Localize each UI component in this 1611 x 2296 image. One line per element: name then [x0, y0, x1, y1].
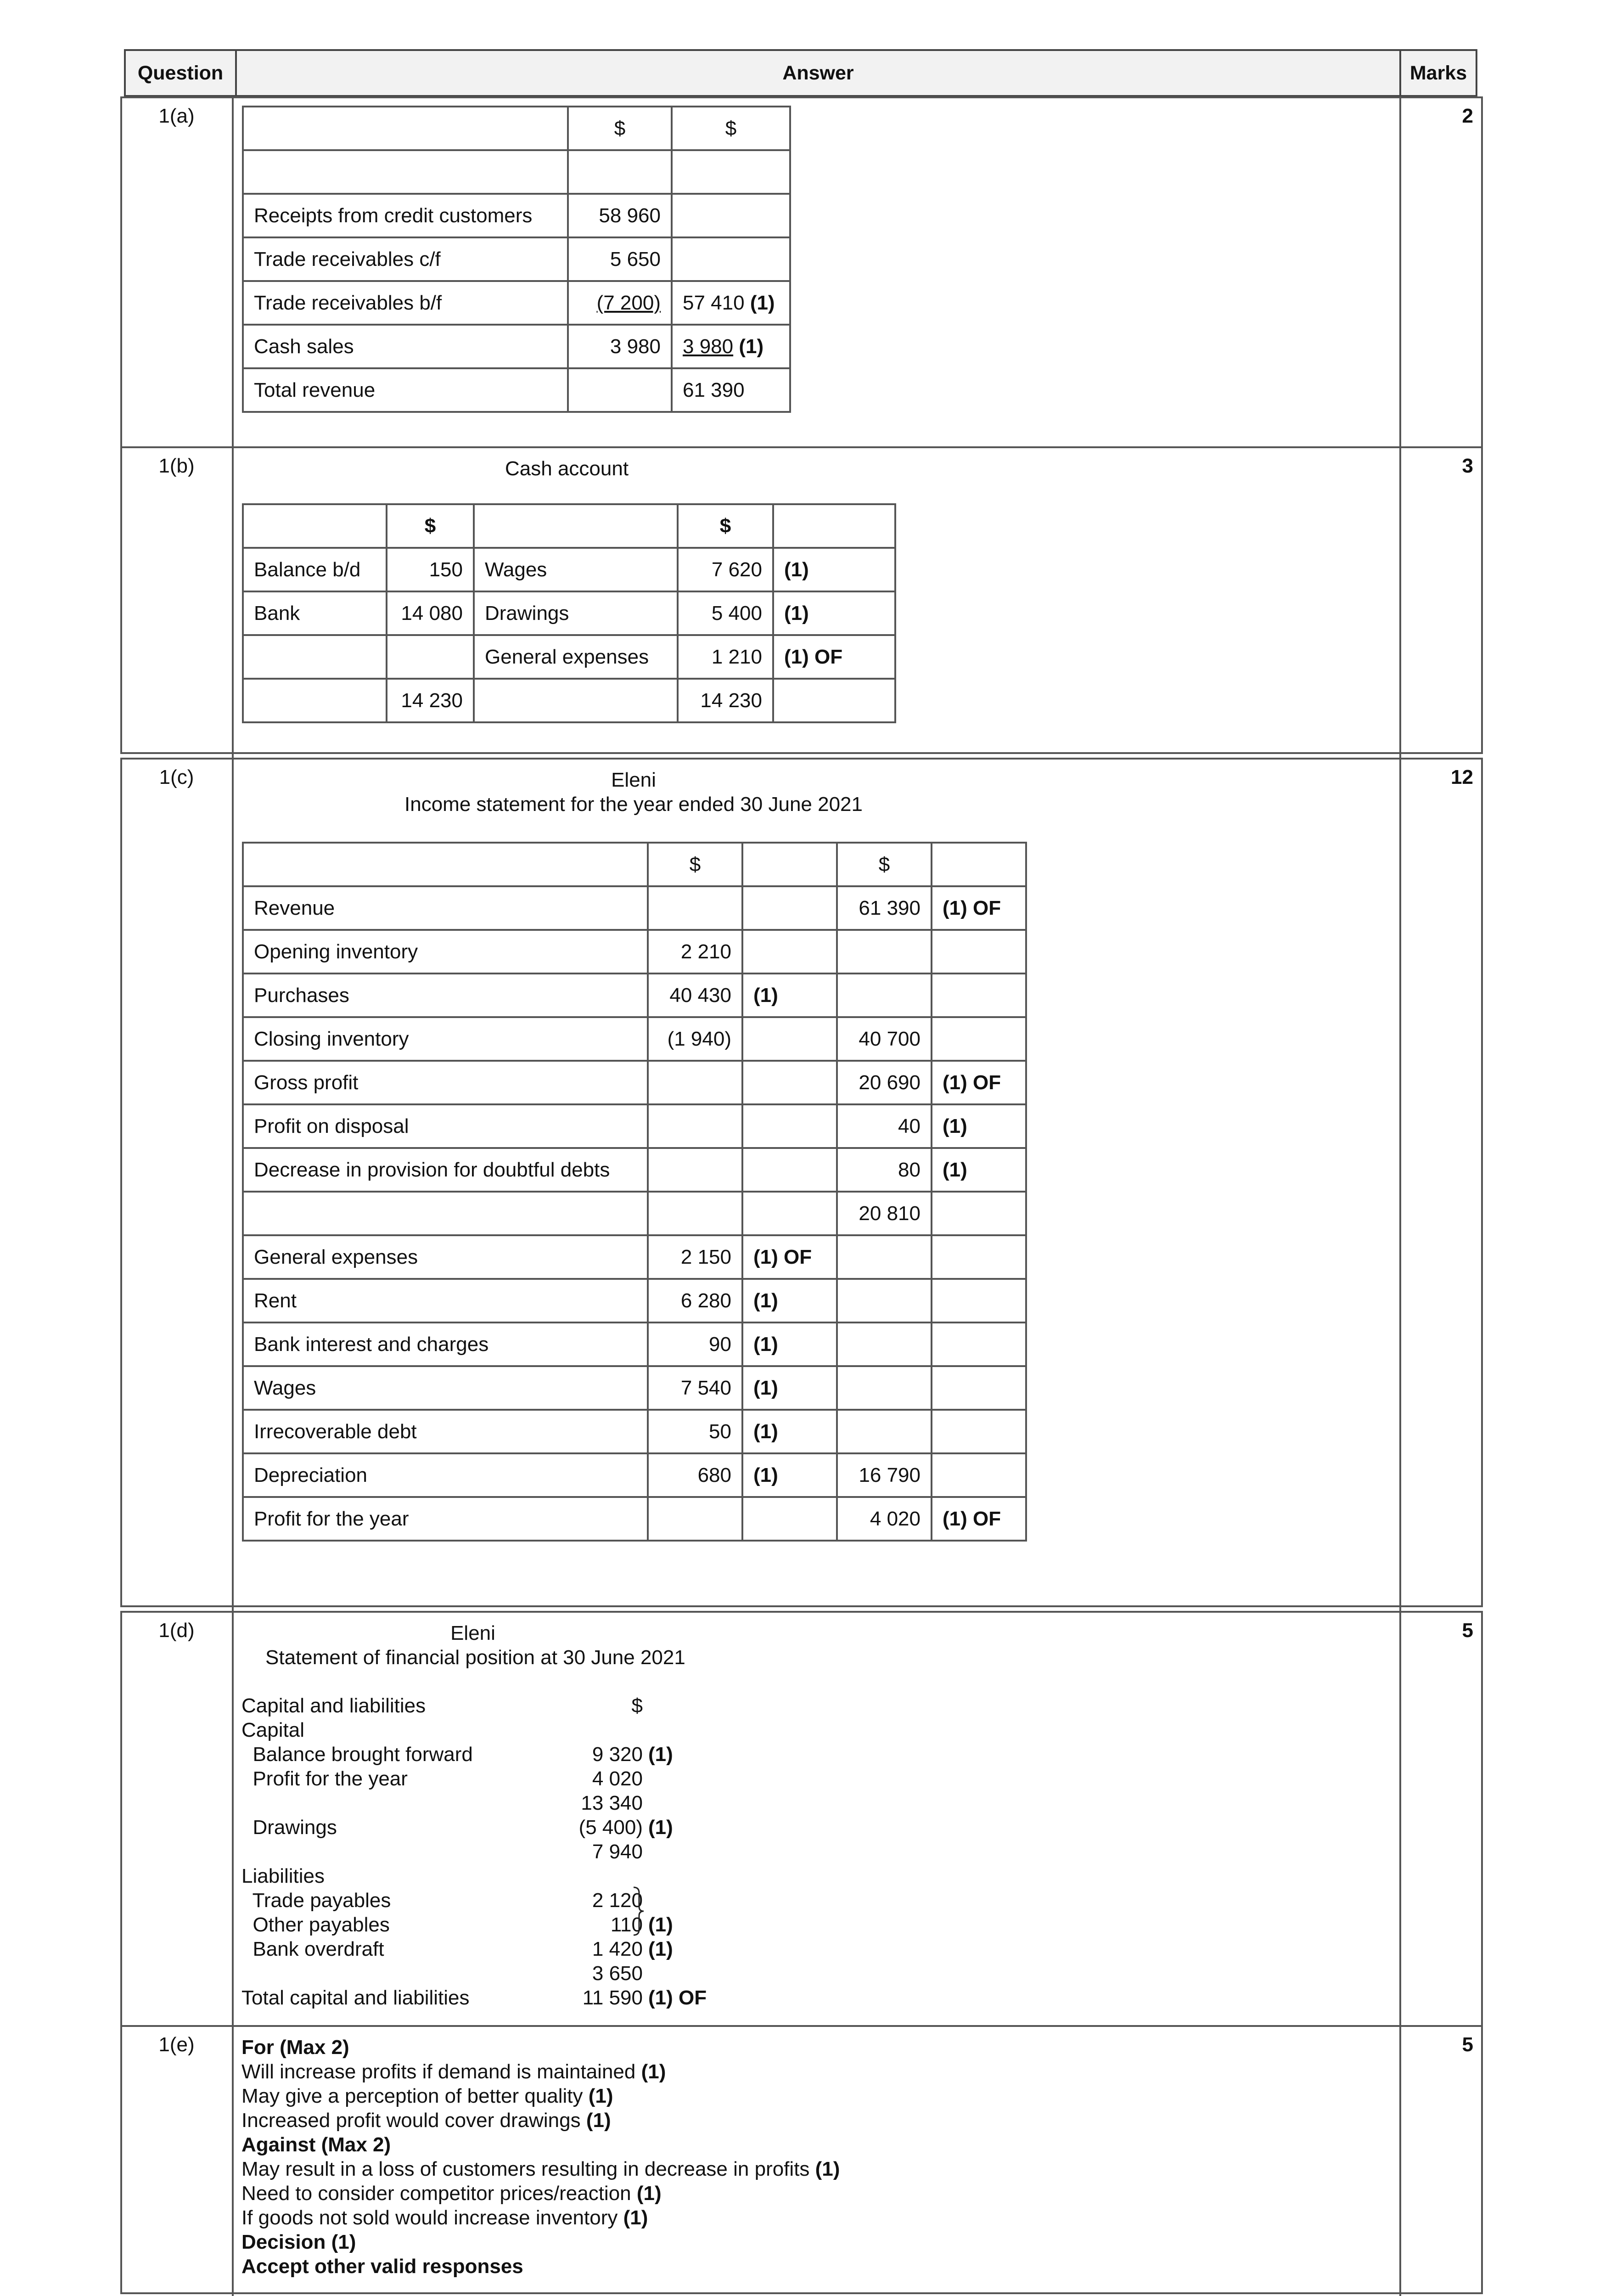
mark-award [932, 1279, 1026, 1322]
row-value: 50 [648, 1410, 742, 1453]
row-value [648, 1497, 742, 1541]
mark-award [932, 1453, 1026, 1497]
row-value [837, 1322, 932, 1366]
sofp-line-value: 11 590 [582, 1986, 643, 2009]
row-value: 61 390 [672, 368, 790, 412]
col-head: $ [568, 107, 672, 150]
mark-award [932, 930, 1026, 974]
table-row [243, 194, 790, 237]
revenue-table-1a [242, 106, 791, 413]
debit-label: Balance b/d [243, 548, 387, 591]
table-row [243, 1104, 1026, 1148]
row-value: 80 [837, 1148, 932, 1192]
marks-1a: 2 [1462, 105, 1473, 127]
income-statement-table [242, 842, 1027, 1542]
mark-award [932, 1366, 1026, 1410]
mark-award [932, 1235, 1026, 1279]
col-head: $ [672, 107, 790, 150]
row-value: 7 540 [648, 1366, 742, 1410]
cash-account-table [242, 503, 896, 723]
row-label: Cash sales [243, 325, 568, 368]
row-value: 58 960 [568, 194, 672, 237]
question-number-1b: 1(b) [158, 455, 195, 477]
row-value [837, 1366, 932, 1410]
table-row [243, 886, 1026, 930]
header-question [124, 49, 237, 97]
row-value: 2 210 [648, 930, 742, 974]
table-row [243, 1061, 1026, 1104]
sofp-line-label: Other payables [241, 1913, 390, 1936]
column-divider-right [1399, 96, 1401, 2296]
table-row [243, 591, 895, 635]
mark-award: (1) [750, 291, 775, 314]
debit-label [243, 635, 387, 679]
evaluation-line [241, 2035, 349, 2060]
row-label: Opening inventory [243, 930, 648, 974]
evaluation-text: Against (Max 2) [241, 2133, 391, 2156]
sofp-line-value: (5 400) [578, 1816, 643, 1839]
mark-award [742, 930, 837, 974]
credit-label: Drawings [474, 591, 678, 635]
mark-award: (1) [742, 1410, 837, 1453]
credit-value: 5 400 [678, 591, 773, 635]
table-row [243, 1017, 1026, 1061]
sofp-line-mark: (1) [648, 1938, 673, 1960]
evaluation-line [241, 2230, 356, 2254]
mark-award: (1) [773, 591, 895, 635]
mark-award: (1) [636, 2182, 662, 2205]
debit-label: Bank [243, 591, 387, 635]
evaluation-text: May result in a loss of customers resulting in decrease in profits [241, 2158, 815, 2180]
header-answer-label: Answer [782, 62, 854, 84]
table-row [243, 368, 790, 412]
mark-award [932, 1322, 1026, 1366]
evaluation-line [241, 2206, 648, 2230]
sofp-line-value: 4 020 [592, 1767, 643, 1790]
mark-award: (1) OF [932, 1497, 1026, 1541]
row-value [672, 194, 790, 237]
mark-award [932, 974, 1026, 1017]
row-value [648, 1061, 742, 1104]
mark-award: (1) OF [773, 635, 895, 679]
mark-award: (1) [586, 2109, 611, 2132]
row-value: 680 [648, 1453, 742, 1497]
evaluation-text: Accept other valid responses [241, 2255, 523, 2278]
sofp-line-value: 3 650 [592, 1962, 643, 1985]
column-divider-left [232, 96, 234, 2296]
mark-award: (1) [815, 2158, 840, 2180]
table-row [243, 1410, 1026, 1453]
evaluation-text: For (Max 2) [241, 2036, 349, 2059]
mark-award [742, 1017, 837, 1061]
mark-award [742, 1148, 837, 1192]
table-row [243, 1148, 1026, 1192]
bracket-icon [632, 1886, 646, 1936]
row-label: Receipts from credit customers [243, 194, 568, 237]
income-statement-title: Income statement for the year ended 30 June 2021 [404, 793, 863, 816]
row-value: 61 390 [837, 886, 932, 930]
row-value: 20 690 [837, 1061, 932, 1104]
sofp-line-value: 9 320 [592, 1743, 643, 1766]
row-value: 20 810 [837, 1192, 932, 1235]
sofp-line-value: 1 420 [592, 1938, 643, 1960]
row-value [837, 1410, 932, 1453]
row-value [837, 930, 932, 974]
mark-award [932, 1192, 1026, 1235]
row-value: 4 020 [837, 1497, 932, 1541]
mark-award [932, 1017, 1026, 1061]
row-value [648, 886, 742, 930]
row-label: Decrease in provision for doubtful debts [243, 1148, 648, 1192]
sofp-line-label: Trade payables [241, 1889, 391, 1912]
row-label: Irrecoverable debt [243, 1410, 648, 1453]
row-label [243, 1192, 648, 1235]
row-label: Profit on disposal [243, 1104, 648, 1148]
evaluation-line [241, 2133, 391, 2157]
row-value [837, 1235, 932, 1279]
mark-award [742, 1104, 837, 1148]
header-question-label: Question [137, 62, 224, 84]
sofp-line-label: Liabilities [241, 1865, 325, 1887]
sofp-line-mark: (1) [648, 1743, 673, 1766]
row-value: 90 [648, 1322, 742, 1366]
row-value [648, 1192, 742, 1235]
credit-value: 7 620 [678, 548, 773, 591]
col-head: $ [387, 504, 474, 548]
evaluation-text: May give a perception of better quality [241, 2085, 589, 2107]
income-statement-name: Eleni [611, 769, 656, 791]
question-number-1d: 1(d) [158, 1619, 195, 1642]
row-label: Depreciation [243, 1453, 648, 1497]
evaluation-text: Increased profit would cover drawings [241, 2109, 586, 2132]
debit-value [387, 635, 474, 679]
sofp-line-label: Balance brought forward [241, 1743, 473, 1766]
mark-award [742, 1061, 837, 1104]
row-value [648, 1148, 742, 1192]
debit-total: 14 230 [387, 679, 474, 722]
header-marks [1399, 49, 1477, 97]
credit-total: 14 230 [678, 679, 773, 722]
row-value: 2 150 [648, 1235, 742, 1279]
table-row [243, 974, 1026, 1017]
mark-award [773, 679, 895, 722]
table-row [243, 548, 895, 591]
row-value: 6 280 [648, 1279, 742, 1322]
sofp-name: Eleni [450, 1622, 495, 1644]
evaluation-text: Need to consider competitor prices/reaction [241, 2182, 637, 2205]
mark-award: (1) [932, 1104, 1026, 1148]
row-label: Total revenue [243, 368, 568, 412]
row-label: Rent [243, 1279, 648, 1322]
sofp-line-value: 7 940 [592, 1840, 643, 1863]
table-row [243, 635, 895, 679]
row-label: Trade receivables b/f [243, 281, 568, 325]
mark-award: (1) [742, 1453, 837, 1497]
debit-value: 14 080 [387, 591, 474, 635]
mark-award [742, 1192, 837, 1235]
row-value [648, 1104, 742, 1148]
evaluation-text: Will increase profits if demand is maintained [241, 2060, 641, 2083]
row-value: 16 790 [837, 1453, 932, 1497]
evaluation-line [241, 2084, 613, 2108]
credit-label: Wages [474, 548, 678, 591]
table-row [243, 1497, 1026, 1541]
row-value: 40 700 [837, 1017, 932, 1061]
evaluation-line [241, 2108, 611, 2133]
debit-value: 150 [387, 548, 474, 591]
mark-award: (1) [641, 2060, 666, 2083]
col-head: $ [648, 843, 742, 886]
marks-1e: 5 [1462, 2033, 1473, 2056]
evaluation-text: If goods not sold would increase inventory [241, 2206, 623, 2229]
mark-award [742, 886, 837, 930]
mark-award: (1) [623, 2206, 648, 2229]
mark-award: (1) [739, 335, 764, 358]
sofp-line-label: Capital and liabilities [241, 1694, 426, 1717]
sofp-title: Statement of financial position at 30 June 2021 [265, 1646, 685, 1669]
table-row [243, 1453, 1026, 1497]
sofp-line-label: Bank overdraft [241, 1938, 384, 1960]
mark-award: (1) OF [742, 1235, 837, 1279]
row-value [837, 974, 932, 1017]
evaluation-text: Decision (1) [241, 2231, 356, 2253]
row-value: 5 650 [568, 237, 672, 281]
row-value: 40 [837, 1104, 932, 1148]
table-row [243, 930, 1026, 974]
row-label: Wages [243, 1366, 648, 1410]
credit-label [474, 679, 678, 722]
table-row [243, 1366, 1026, 1410]
mark-award: (1) [742, 1279, 837, 1322]
sofp-line-value: 2 120 [592, 1889, 643, 1912]
sofp-line-value: $ [631, 1694, 643, 1717]
row-label: Gross profit [243, 1061, 648, 1104]
mark-award: (1) [773, 548, 895, 591]
evaluation-line [241, 2157, 840, 2181]
mark-award: (1) [742, 974, 837, 1017]
evaluation-line [241, 2060, 666, 2084]
sofp-line-value: 110 [610, 1913, 643, 1936]
header-marks-label: Marks [1409, 62, 1467, 84]
mark-award: (1) OF [932, 1061, 1026, 1104]
table-row [243, 1322, 1026, 1366]
col-head: $ [678, 504, 773, 548]
cash-account-title: Cash account [505, 457, 629, 480]
row-label: Bank interest and charges [243, 1322, 648, 1366]
row-value [672, 237, 790, 281]
sofp-line-label: Total capital and liabilities [241, 1986, 470, 2009]
question-number-1c: 1(c) [159, 766, 194, 788]
table-row [243, 281, 790, 325]
mark-award: (1) [742, 1322, 837, 1366]
sofp-line-mark: (1) [648, 1816, 673, 1839]
table-row [243, 1192, 1026, 1235]
question-number-1a: 1(a) [158, 105, 195, 127]
debit-label [243, 679, 387, 722]
marks-1d: 5 [1462, 1619, 1473, 1642]
sofp-line-mark: (1) [648, 1913, 673, 1936]
sofp-line-label: Capital [241, 1719, 304, 1741]
sofp-line-value: 13 340 [581, 1792, 643, 1814]
row-value: 57 410 [683, 291, 745, 314]
header-answer [235, 49, 1401, 97]
table-row [243, 1235, 1026, 1279]
mark-award: (1) [742, 1366, 837, 1410]
credit-label: General expenses [474, 635, 678, 679]
row-label: Revenue [243, 886, 648, 930]
table-row [243, 237, 790, 281]
marks-1b: 3 [1462, 455, 1473, 477]
sofp-line-mark: (1) OF [648, 1986, 707, 2009]
table-row [243, 679, 895, 722]
row-value: 40 430 [648, 974, 742, 1017]
mark-award [742, 1497, 837, 1541]
row-value: 3 980 [683, 335, 734, 358]
mark-award [932, 1410, 1026, 1453]
table-row [243, 1279, 1026, 1322]
mark-award: (1) [588, 2085, 613, 2107]
row-label: Trade receivables c/f [243, 237, 568, 281]
col-head: $ [837, 843, 932, 886]
evaluation-line [241, 2254, 523, 2279]
row-label: Profit for the year [243, 1497, 648, 1541]
question-number-1e: 1(e) [158, 2033, 195, 2056]
mark-award: (1) [932, 1148, 1026, 1192]
row-value: 3 980 [568, 325, 672, 368]
row-label: Closing inventory [243, 1017, 648, 1061]
evaluation-line [241, 2181, 662, 2206]
row-value: (1 940) [648, 1017, 742, 1061]
row-label: Purchases [243, 974, 648, 1017]
credit-value: 1 210 [678, 635, 773, 679]
mark-award: (1) OF [932, 886, 1026, 930]
table-row [243, 325, 790, 368]
row-label: General expenses [243, 1235, 648, 1279]
marks-1c: 12 [1451, 766, 1473, 788]
row-value [837, 1279, 932, 1322]
row-value [568, 368, 672, 412]
sofp-line-label: Drawings [241, 1816, 337, 1839]
sofp-line-label: Profit for the year [241, 1767, 408, 1790]
row-value: (7 200) [596, 291, 661, 314]
